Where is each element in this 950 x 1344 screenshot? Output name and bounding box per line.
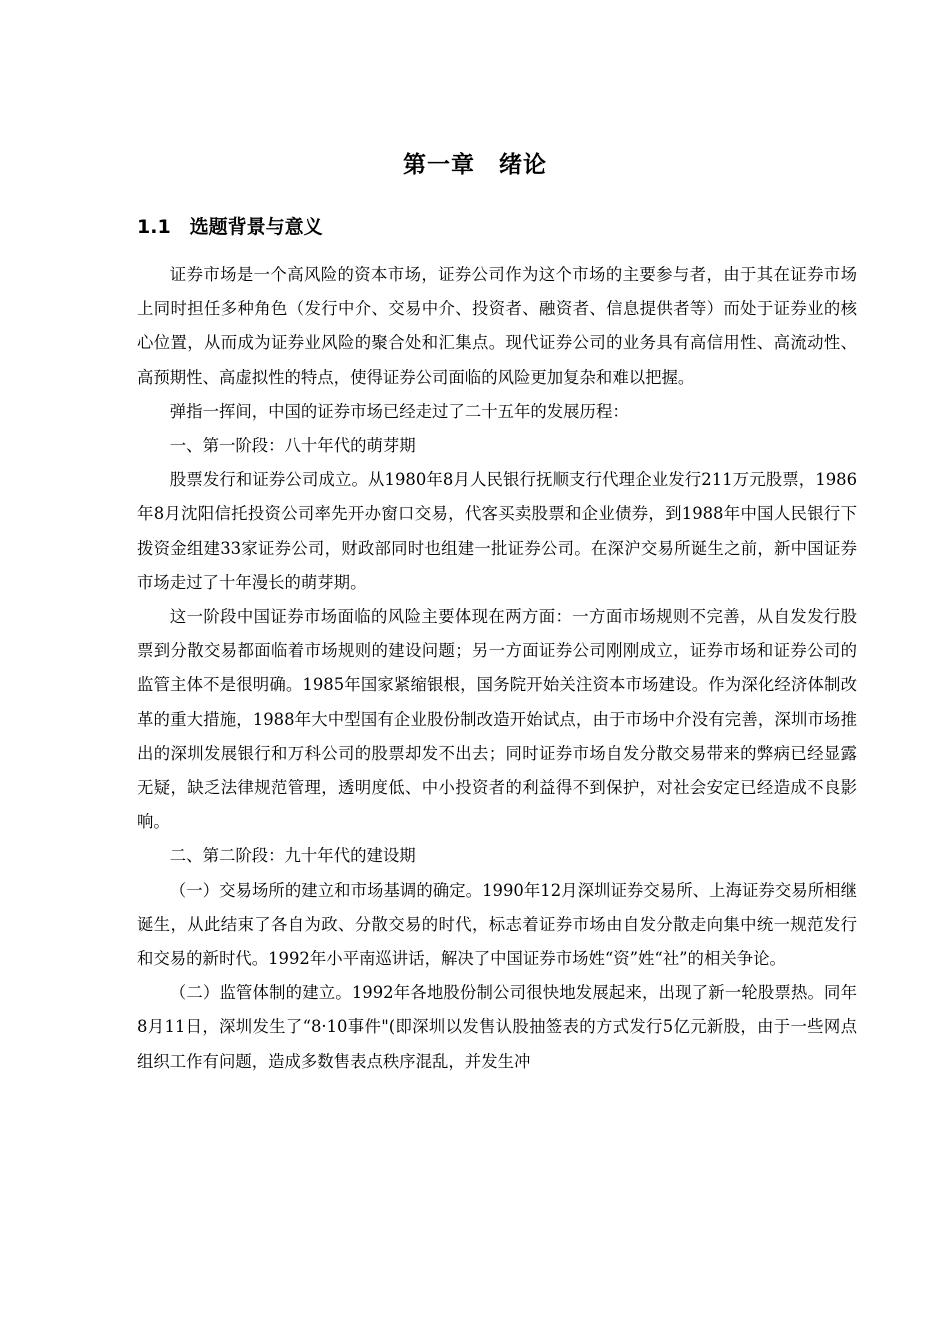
stage-two-heading: 二、第二阶段：九十年代的建设期 — [169, 846, 416, 866]
paragraph-exchanges: （一）交易场所的建立和市场基调的确定。1990年12月深圳证券交易所、上海证券交易所相继诞生，从此结束了各自为政、分散交易的时代，标志着证券市场由自发分散走向集中统一规范发行和交易的新时代。1992年小平南巡讲话，解决了中国证券市场姓“资”姓“社”的相关争论。 — [137, 880, 857, 969]
paragraph-regulation: （二）监管体制的建立。1992年各地股份制公司很快地发展起来，出现了新一轮股票热。同年8月11日，深圳发生了“8·10事件"(即深圳以发售认股抽签表的方式发行5亿元新股，由于一些网点组织工作有问题，造成多数售表点秩序混乱，并发生冲 — [137, 983, 857, 1071]
paragraph-stage-one: 股票发行和证券公司成立。从1980年8月人民银行抚顺支行代理企业发行211万元股票，1986年8月沈阳信托投资公司率先开办窗口交易，代客买卖股票和企业债券，到1988年中国人民银行下拨资金组建33家证券公司，财政部同时也组建一批证券公司。在深沪交易所诞生之前，新中国证券市场走过了十年漫长的萌芽期。 — [137, 470, 857, 592]
stage-one-heading: 一、第一阶段：八十年代的萌芽期 — [169, 436, 416, 456]
paragraph-intro: 证券市场是一个高风险的资本市场，证券公司作为这个市场的主要参与者，由于其在证券市场上同时担任多种角色（发行中介、交易中介、投资者、融资者、信息提供者等）而处于证券业的核心位置，从而成为证券业风险的聚合处和汇集点。现代证券公司的业务具有高信用性、高流动性、高预期性、高虚拟性的特点，使得证券公司面临的风险更加复杂和难以把握。 — [137, 265, 857, 387]
chapter-title: 第一章 绪论 — [403, 152, 547, 178]
section-heading: 1.1 选题背景与意义 — [137, 216, 323, 238]
body-text — [137, 258, 857, 1079]
paragraph-history-lead: 弹指一挥间，中国的证券市场已经走过了二十五年的发展历程： — [169, 401, 629, 421]
paragraph-stage-one-risk: 这一阶段中国证券市场面临的风险主要体现在两方面：一方面市场规则不完善，从自发发行股票到分散交易都面临着市场规则的建设问题；另一方面证券公司刚刚成立，证券市场和证券公司的监管主体不是很明确。1985年国家紧缩银根，国务院开始关注资本市场建设。作为深化经济体制改革的重大措施，1988年大中型国有企业股份制改造开始试点，由于市场中介没有完善，深圳市场推出的深圳发展银行和万科公司的股票却发不出去；同时证券市场自发分散交易带来的弊病已经显露无疑，缺乏法律规范管理，透明度低、中小投资者的利益得不到保护，对社会安定已经造成不良影响。 — [137, 607, 857, 832]
